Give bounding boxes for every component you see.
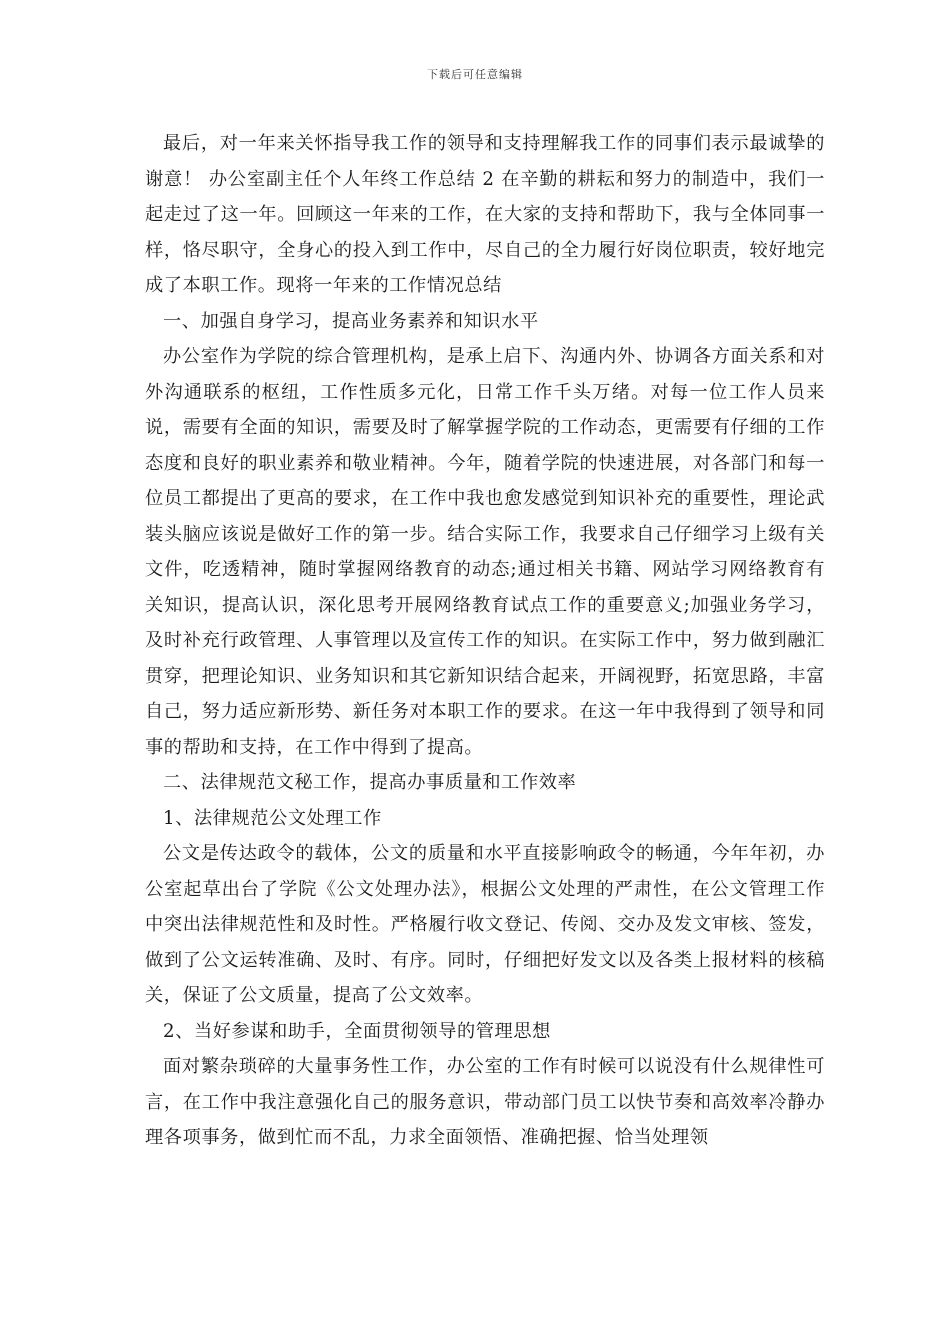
paragraph-closing-and-intro: 最后，对一年来关怀指导我工作的领导和支持理解我工作的同事们表示最诚挚的谢意！ 办公室副主任个人年终工作总结 2 在辛勤的耕耘和努力的制造中，我们一起走过了这一年。回顾这一年来的工作，在大家的支持和帮助下，我与全体同事一样，恪尽职守，全身心的投入到工作中，尽自己的全力履行好岗位职责，较好地完成了本职工作。现将一年来的工作情况总结 [145, 133, 825, 296]
paragraph-self-study: 办公室作为学院的综合管理机构，是承上启下、沟通内外、协调各方面关系和对外沟通联系的枢纽，工作性质多元化，日常工作千头万绪。对每一位工作人员来说，需要有全面的知识，需要及时了解掌握学院的工作动态，更需要有仔细的工作态度和良好的职业素养和敬业精神。今年，随着学院的快速进展，对各部门和每一位员工都提出了更高的要求，在工作中我也愈发感觉到知识补充的重要性，理论武装头脑应该说是做好工作的第一步。结合实际工作，我要求自己仔细学习上级有关文件，吃透精神，随时掌握网络教育的动态;通过相关书籍、网站学习网络教育有关知识，提高认识，深化思考开展网络教育试点工作的重要意义;加强业务学习，及时补充行政管理、人事管理以及宣传工作的知识。在实际工作中，努力做到融汇贯穿，把理论知识、业务知识和其它新知识结合起来，开阔视野，拓宽思路，丰富自己，努力适应新形势、新任务对本职工作的要求。在这一年中我得到了领导和同事的帮助和支持，在工作中得到了提高。 [145, 346, 825, 758]
paragraph-document-handling: 公文是传达政令的载体，公文的质量和水平直接影响政令的畅通，今年年初，办公室起草出台了学院《公文处理办法》，根据公文处理的严肃性，在公文管理工作中突出法律规范性和及时性。严格履行收文登记、传阅、交办及发文审核、签发，做到了公文运转准确、及时、有序。同时，仔细把好发文以及各类上报材料的核稿关，保证了公文质量，提高了公文效率。 [145, 843, 825, 1006]
section-heading-1: 一、加强自身学习，提高业务素养和知识水平 [163, 310, 539, 332]
subsection-heading-1: 1、法律规范公文处理工作 [163, 807, 382, 829]
document-body [145, 126, 825, 1156]
subsection-heading-2: 2、当好参谋和助手，全面贯彻领导的管理思想 [163, 1020, 551, 1042]
section-heading-2: 二、法律规范文秘工作，提高办事质量和工作效率 [163, 772, 577, 793]
page-header: 下载后可任意编辑 [427, 68, 523, 81]
paragraph-advisor-role: 面对繁杂琐碎的大量事务性工作，办公室的工作有时候可以说没有什么规律性可言，在工作中我注意强化自己的服务意识，带动部门员工以快节奏和高效率冷静办理各项事务，做到忙而不乱，力求全面领悟、准确把握、恰当处理领 [145, 1056, 825, 1148]
